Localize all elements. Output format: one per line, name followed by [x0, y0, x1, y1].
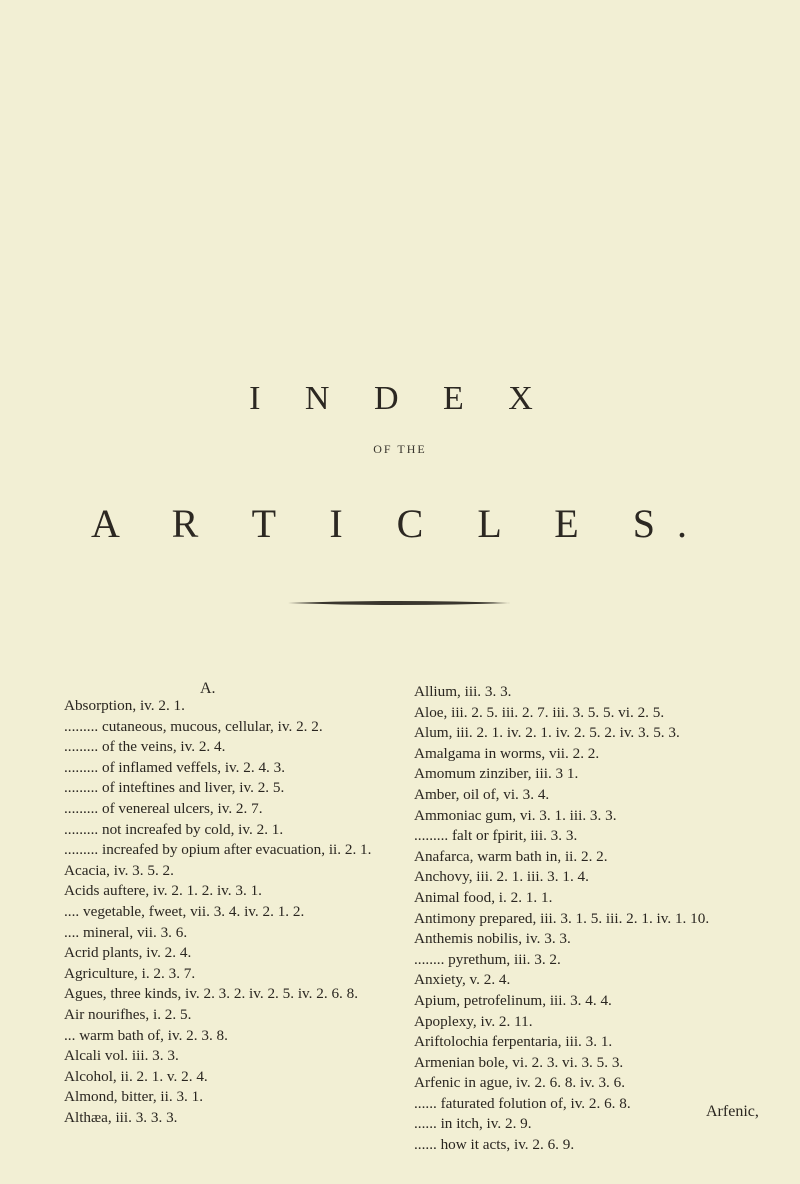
index-entry: ......... cutaneous, mucous, cellular, iv. 2. 2. — [64, 717, 323, 735]
index-entry: Arfenic in ague, iv. 2. 6. 8. iv. 3. 6. — [414, 1074, 626, 1092]
index-entry: ......... of inflamed veffels, iv. 2. 4. 3. — [64, 758, 286, 776]
section-letter: A. — [200, 680, 216, 697]
index-entry: Animal food, i. 2. 1. 1. — [414, 888, 553, 906]
index-entry: Agriculture, i. 2. 3. 7. — [64, 964, 196, 982]
index-entry: Anafarca, warm bath in, ii. 2. 2. — [414, 847, 608, 865]
index-entry: Antimony prepared, iii. 3. 1. 5. iii. 2. 1. iv. 1. 10. — [414, 909, 710, 927]
left-column — [64, 696, 404, 1128]
index-entry: Apoplexy, iv. 2. 11. — [414, 1012, 533, 1030]
index-entry: Anthemis nobilis, iv. 3. 3. — [414, 930, 571, 948]
index-entry: ......... of inteftines and liver, iv. 2. 5. — [64, 779, 285, 797]
index-entry: Amber, oil of, vi. 3. 4. — [414, 785, 550, 803]
index-entry: Air nourifhes, i. 2. 5. — [64, 1005, 192, 1023]
index-entry: ......... increafed by opium after evacuation, ii. 2. 1. — [64, 841, 372, 859]
index-entry: Amomum zinziber, iii. 3 1. — [414, 765, 579, 783]
index-entry: .... vegetable, fweet, vii. 3. 4. iv. 2. 1. 2. — [64, 902, 305, 920]
index-subtitle: OF THE — [373, 442, 427, 456]
index-entry: ... warm bath of, iv. 2. 3. 8. — [64, 1026, 228, 1044]
index-entry: Althæa, iii. 3. 3. 3. — [64, 1108, 178, 1126]
index-entry: Anxiety, v. 2. 4. — [414, 971, 511, 989]
index-entry: ...... how it acts, iv. 2. 6. 9. — [414, 1136, 575, 1154]
index-entry: Ariftolochia ferpentaria, iii. 3. 1. — [414, 1033, 613, 1051]
index-entry: Alum, iii. 2. 1. iv. 2. 1. iv. 2. 5. 2. iv. 3. 5. 3. — [414, 724, 680, 742]
index-entry: Alcali vol. iii. 3. 3. — [64, 1047, 179, 1065]
index-entry: ......... not increafed by cold, iv. 2. 1. — [64, 820, 284, 838]
index-entry: Allium, iii. 3. 3. — [414, 683, 512, 700]
index-entry: ...... faturated folution of, iv. 2. 6. 8. — [414, 1094, 631, 1112]
index-entry: Apium, petrofelinum, iii. 3. 4. 4. — [414, 991, 612, 1009]
ornamental-rule — [288, 600, 510, 606]
index-entry: Amalgama in worms, vii. 2. 2. — [414, 744, 600, 762]
index-entry: Almond, bitter, ii. 3. 1. — [64, 1088, 204, 1106]
index-entry: Alcohol, ii. 2. 1. v. 2. 4. — [64, 1067, 208, 1085]
index-entry: Armenian bole, vi. 2. 3. vi. 3. 5. 3. — [414, 1053, 624, 1071]
index-title: I N D E X — [249, 380, 551, 417]
index-entry: Acrid plants, iv. 2. 4. — [64, 944, 192, 962]
index-entry: ......... of the veins, iv. 2. 4. — [64, 738, 226, 756]
index-entry: ...... in itch, iv. 2. 9. — [414, 1115, 532, 1133]
index-entry: ........ pyrethum, iii. 3. 2. — [414, 950, 561, 968]
index-entry: Aloe, iii. 2. 5. iii. 2. 7. iii. 3. 5. 5. vi. 2. 5. — [414, 703, 665, 721]
index-entry: Agues, three kinds, iv. 2. 3. 2. iv. 2. 5. iv. 2. 6. 8. — [64, 985, 359, 1003]
index-entry: Acids auftere, iv. 2. 1. 2. iv. 3. 1. — [64, 882, 262, 900]
index-entry: ......... falt or fpirit, iii. 3. 3. — [414, 827, 578, 845]
articles-heading: A R T I C L E S. — [91, 501, 709, 546]
index-entry: Absorption, iv. 2. 1. — [64, 697, 185, 714]
index-entry: ......... of venereal ulcers, iv. 2. 7. — [64, 799, 263, 817]
index-entry: .... mineral, vii. 3. 6. — [64, 923, 188, 941]
right-column — [414, 682, 774, 1156]
index-entry: Acacia, iv. 3. 5. 2. — [64, 861, 174, 879]
index-entry: Anchovy, iii. 2. 1. iii. 3. 1. 4. — [414, 868, 589, 886]
index-entry: Ammoniac gum, vi. 3. 1. iii. 3. 3. — [414, 806, 617, 824]
catchword: Arfenic, — [706, 1103, 759, 1120]
